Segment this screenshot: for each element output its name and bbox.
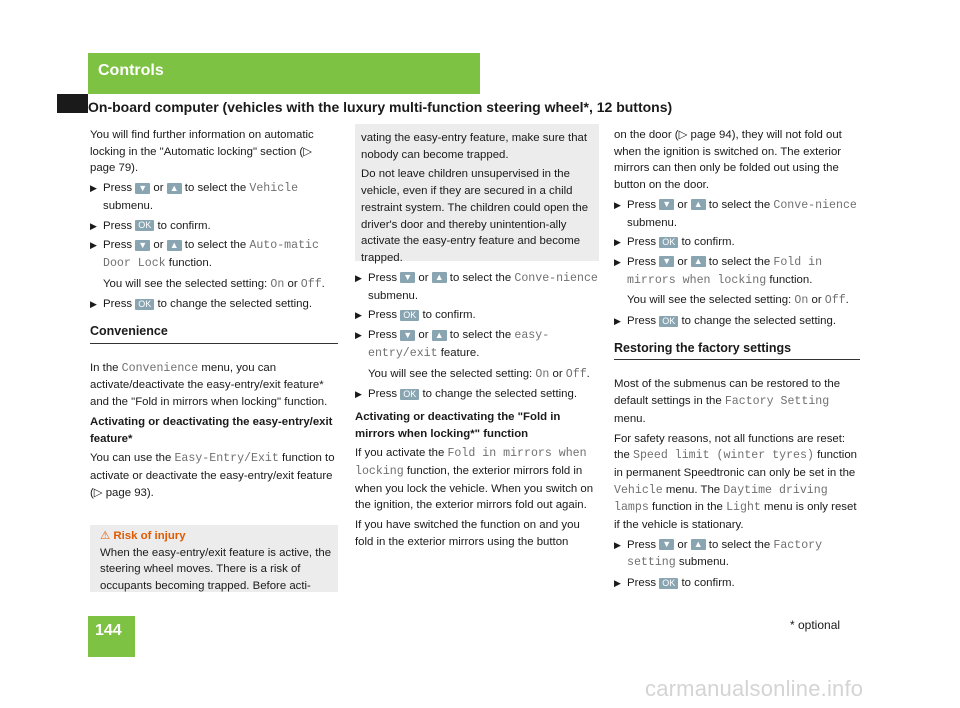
down-button-icon: ▼ <box>135 240 150 251</box>
up-button-icon: ▲ <box>691 199 706 210</box>
step-confirm: ▶ Press OK to confirm. <box>355 307 601 324</box>
bullet-arrow-icon: ▶ <box>355 273 362 283</box>
page-title: On-board computer (vehicles with the luxury multi-function steering wheel*, 12 buttons) <box>88 99 673 115</box>
footnote: * optional <box>790 618 841 632</box>
down-button-icon: ▼ <box>400 272 415 283</box>
risk-title: ⚠ Risk of injury <box>100 530 186 542</box>
ok-button-icon: OK <box>400 389 419 400</box>
risk-content <box>100 528 334 595</box>
bullet-arrow-icon: ▶ <box>90 240 97 251</box>
watermark: carmanualsonline.info <box>645 676 864 701</box>
fold-mirrors-subheading: Activating or deactivating the "Fold in mirrors when locking*" function <box>355 410 561 440</box>
ok-button-icon: OK <box>135 220 154 231</box>
selected-setting-note: You will see the selected setting: On or Off. <box>103 277 325 291</box>
step-select-fold-mirrors: ▶ Press ▼ or ▲ to select the Fold in mirrors when locking function. <box>614 255 823 287</box>
fold-mirrors-text: If you activate the Fold in mirrors when locking function, the exterior mirrors fold in when you lock the vehicle. When you switch on the ignition, the exterior mirrors fold out again. <box>355 447 594 512</box>
down-button-icon: ▼ <box>659 256 674 267</box>
column-2 <box>355 270 601 554</box>
up-button-icon: ▲ <box>167 183 182 194</box>
bullet-arrow-icon: ▶ <box>90 183 97 194</box>
step-confirm-factory: ▶ Press OK to confirm. <box>614 575 860 592</box>
section-title: Controls <box>98 62 164 79</box>
step-select-convenience: ▶ Press ▼ or ▲ to select the Conve-nience submenu. <box>614 198 857 229</box>
step-change-setting: ▶ Press OK to change the selected setting. <box>614 313 860 330</box>
ok-button-icon: OK <box>659 316 678 327</box>
bullet-arrow-icon: ▶ <box>614 199 621 210</box>
up-button-icon: ▲ <box>167 240 182 251</box>
easy-entry-text: You can use the Easy-Entry/Exit function to activate or deactivate the easy-entry/exit feature (▷ page 93). <box>90 452 335 499</box>
bullet-arrow-icon: ▶ <box>614 237 621 248</box>
selected-setting-note: You will see the selected setting: On or Off. <box>627 294 849 308</box>
safety-text: For safety reasons, not all functions are reset: the Speed limit (winter tyres) function in permanent Speedtronic can only be set in the Vehicle menu. The Daytime driving lamps function in the Light menu is only reset if the vehicle is stationary. <box>614 432 857 532</box>
restore-heading: Restoring the factory settings <box>614 340 860 361</box>
ok-button-icon: OK <box>400 310 419 321</box>
up-button-icon: ▲ <box>691 256 706 267</box>
page-number: 144 <box>95 622 122 639</box>
intro-text: You will find further information on automatic locking in the "Automatic locking" section (▷ page 79). <box>90 129 314 175</box>
up-button-icon: ▲ <box>432 330 447 341</box>
column-3 <box>614 127 860 595</box>
down-button-icon: ▼ <box>659 539 674 550</box>
step-select-easy-entry: ▶ Press ▼ or ▲ to select the easy-entry/exit feature. <box>355 329 550 360</box>
step-select-factory-setting: ▶ Press ▼ or ▲ to select the Factory setting submenu. <box>614 538 823 570</box>
up-button-icon: ▲ <box>432 272 447 283</box>
bullet-arrow-icon: ▶ <box>355 310 362 321</box>
bullet-arrow-icon: ▶ <box>90 299 97 310</box>
warning-continuation-content: vating the easy-entry feature, make sure that nobody can become trapped. Do not leave children unsupervised in the vehicle, even if they are secured in a child restraint system. The children could open the driver's door and thereby unintention-ally activate the easy-entry feature and become trapped. <box>361 132 589 264</box>
header-marker <box>57 94 88 113</box>
bullet-arrow-icon: ▶ <box>614 256 621 267</box>
down-button-icon: ▼ <box>135 183 150 194</box>
step-change-setting: ▶ Press OK to change the selected setting. <box>355 386 601 403</box>
step-confirm: ▶ Press OK to confirm. <box>90 218 338 235</box>
risk-text: When the easy-entry/exit feature is active, the steering wheel moves. There is a risk of occupants becoming trapped. Before acti- <box>100 546 332 593</box>
down-button-icon: ▼ <box>659 199 674 210</box>
step-select-auto-lock: ▶ Press ▼ or ▲ to select the Auto-matic Door Lock function. <box>90 239 319 270</box>
down-button-icon: ▼ <box>400 330 415 341</box>
step-confirm: ▶ Press OK to confirm. <box>614 234 860 251</box>
convenience-heading: Convenience <box>90 323 338 344</box>
restore-text: Most of the submenus can be restored to the default settings in the Factory Setting menu. <box>614 378 841 425</box>
column-1 <box>90 127 338 504</box>
selected-setting-note: You will see the selected setting: On or Off. <box>368 367 590 381</box>
easy-entry-subheading: Activating or deactivating the easy-entry/exit feature* <box>90 415 333 445</box>
continued-text: on the door (▷ page 94), they will not fold out when the ignition is switched on. The exterior mirrors can then only be folded out using the button on the door. <box>614 129 842 192</box>
ok-button-icon: OK <box>135 299 154 310</box>
bullet-arrow-icon: ▶ <box>90 220 97 231</box>
bullet-arrow-icon: ▶ <box>614 578 621 589</box>
bullet-arrow-icon: ▶ <box>355 389 362 400</box>
step-select-vehicle: ▶ Press ▼ or ▲ to select the Vehicle submenu. <box>90 182 299 212</box>
convenience-text: In the Convenience menu, you can activate/deactivate the easy-entry/exit feature* and the "Fold in mirrors when locking" function. <box>90 361 328 409</box>
step-change-setting: ▶ Press OK to change the selected setting. <box>90 296 338 313</box>
up-button-icon: ▲ <box>691 539 706 550</box>
fold-mirrors-text-2: If you have switched the function on and you fold in the exterior mirrors using the button <box>355 519 580 548</box>
ok-button-icon: OK <box>659 578 678 589</box>
warning-icon: ⚠ <box>100 530 111 542</box>
step-select-convenience: ▶ Press ▼ or ▲ to select the Conve-nience submenu. <box>355 272 598 302</box>
bullet-arrow-icon: ▶ <box>614 316 621 327</box>
bullet-arrow-icon: ▶ <box>355 330 362 341</box>
bullet-arrow-icon: ▶ <box>614 539 621 550</box>
ok-button-icon: OK <box>659 237 678 248</box>
